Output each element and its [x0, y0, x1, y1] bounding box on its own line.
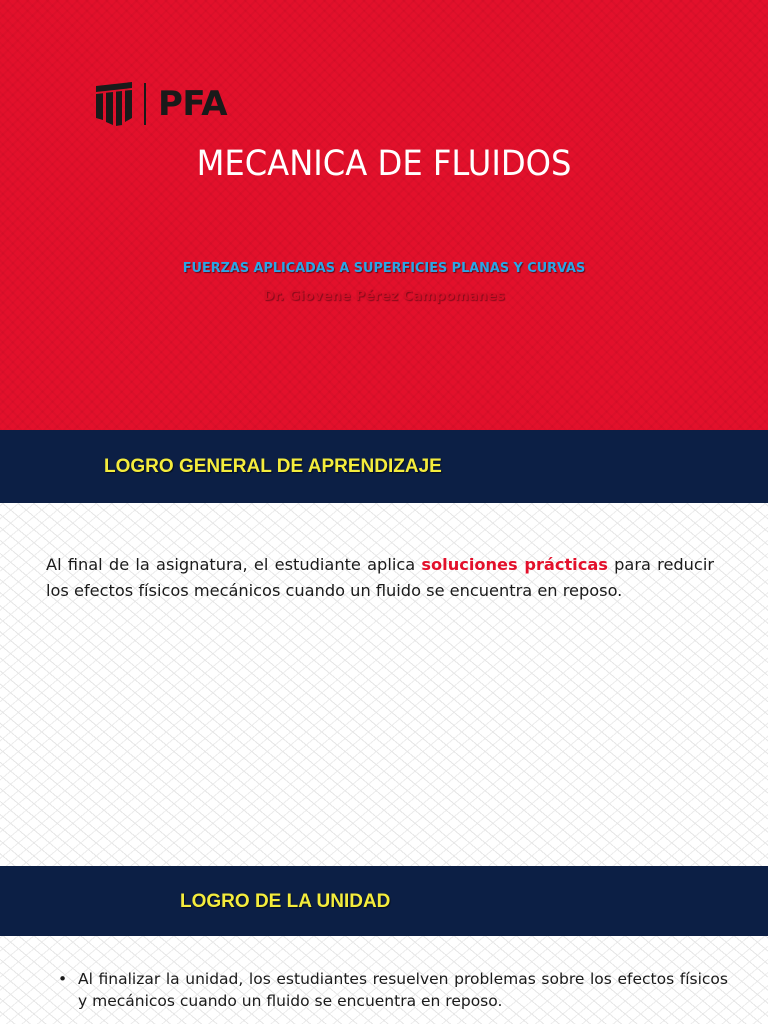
logo-divider: [144, 83, 146, 125]
list-item-text: Al finalizar la unidad, los estudiantes resuelven problemas sobre los efectos físicos y mecánicos cuando un fluido se encuentra en reposo.: [78, 970, 728, 1010]
unit-outcome-header: [0, 866, 768, 936]
general-outcome-text: [46, 552, 714, 604]
slide-subtitle: FUERZAS APLICADAS A SUPERFICIES PLANAS Y CURVAS: [182, 260, 586, 276]
general-outcome-header: [0, 430, 768, 503]
logo-text: PFA: [158, 84, 228, 124]
cover-slide: [0, 0, 768, 430]
list-item: [58, 968, 728, 1012]
unit-outcome-heading: LOGRO DE LA UNIDAD: [180, 891, 391, 912]
unit-outcome-list: [58, 968, 728, 1012]
general-outcome-highlight: soluciones prácticas: [421, 555, 608, 575]
bullet-icon: •: [58, 970, 68, 988]
general-outcome-text-end: para reducir los efectos físicos mecánicos cuando un fluido se encuentra en reposo.: [46, 555, 714, 601]
slide-author: Dr. Giovene Pérez Campomanes: [263, 288, 505, 304]
shield-logo-icon: [96, 82, 132, 126]
unit-outcome-slide: [0, 866, 768, 1024]
logo: [96, 82, 227, 126]
general-outcome-heading: LOGRO GENERAL DE APRENDIZAJE: [104, 456, 442, 477]
slide-title: MECANICA DE FLUIDOS: [196, 144, 572, 184]
general-outcome-text-start: Al final de la asignatura, el estudiante aplica: [46, 555, 422, 575]
general-outcome-slide: [0, 430, 768, 866]
